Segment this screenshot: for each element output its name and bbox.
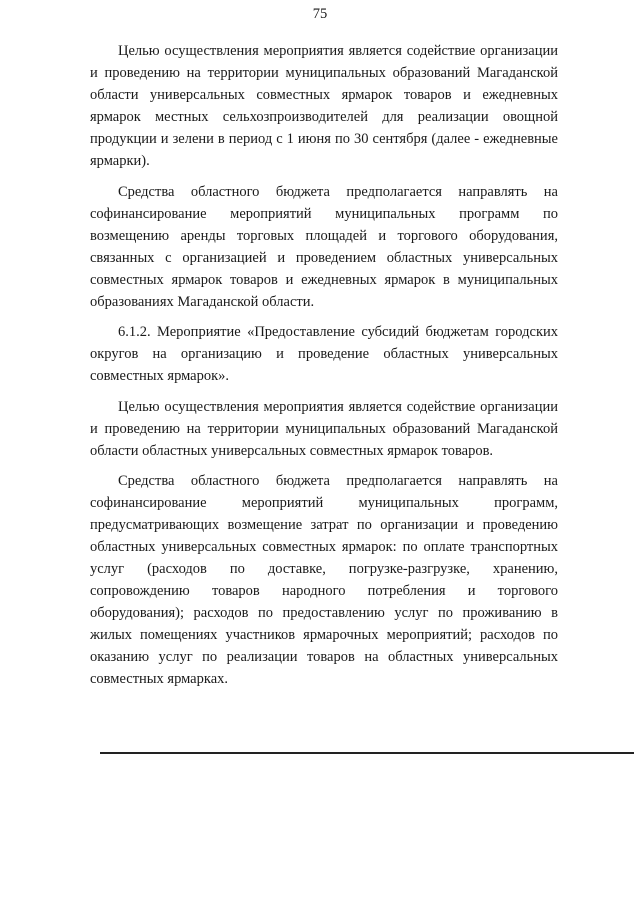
paragraph-measure-6-1-2: 6.1.2. Мероприятие «Предоставление субсидий бюджетам городских округов на организацию и проведение областных универсальных совместных ярмарок». bbox=[90, 324, 558, 384]
document-body bbox=[90, 40, 558, 699]
bottom-rule-line bbox=[100, 752, 634, 754]
paragraph-funding-2: Средства областного бюджета предполагается направлять на софинансирование мероприятий муниципальных программ, предусматривающих возмещение затрат по организации и проведению областных универсальных совместных ярмарок: по оплате транспортных услуг (расходов по доставке, погрузке-разгрузке, хранению, сопровождению товаров народного потребления и торгового оборудования); расходов по предоставлению услуг по проживанию в жилых помещениях участников ярмарочных мероприятий; расходов по оказанию услуг по реализации товаров на областных универсальных совместных ярмарках. bbox=[90, 473, 558, 687]
page-number: 75 bbox=[312, 6, 328, 22]
paragraph-funding-1: Средства областного бюджета предполагается направлять на софинансирование мероприятий муниципальных программ по возмещению аренды торговых площадей и торгового оборудования, связанных с организацией и проведением областных универсальных совместных ярмарок товаров и ежедневных ярмарок в муниципальных образованиях Магаданской области. bbox=[90, 183, 558, 310]
paragraph-goal-2: Целью осуществления мероприятия является содействие организации и проведению на территории муниципальных образований Магаданской области областных универсальных совместных ярмарок товаров. bbox=[90, 398, 558, 459]
paragraph-goal-1: Целью осуществления мероприятия является содействие организации и проведению на территории муниципальных образований Магаданской области универсальных совместных ярмарок товаров и ежедневных ярмарок местных сельхозпроизводителей для реализации овощной продукции и зелени в период с 1 июня по 30 сентября (далее - ежедневные ярмарки). bbox=[90, 43, 558, 169]
